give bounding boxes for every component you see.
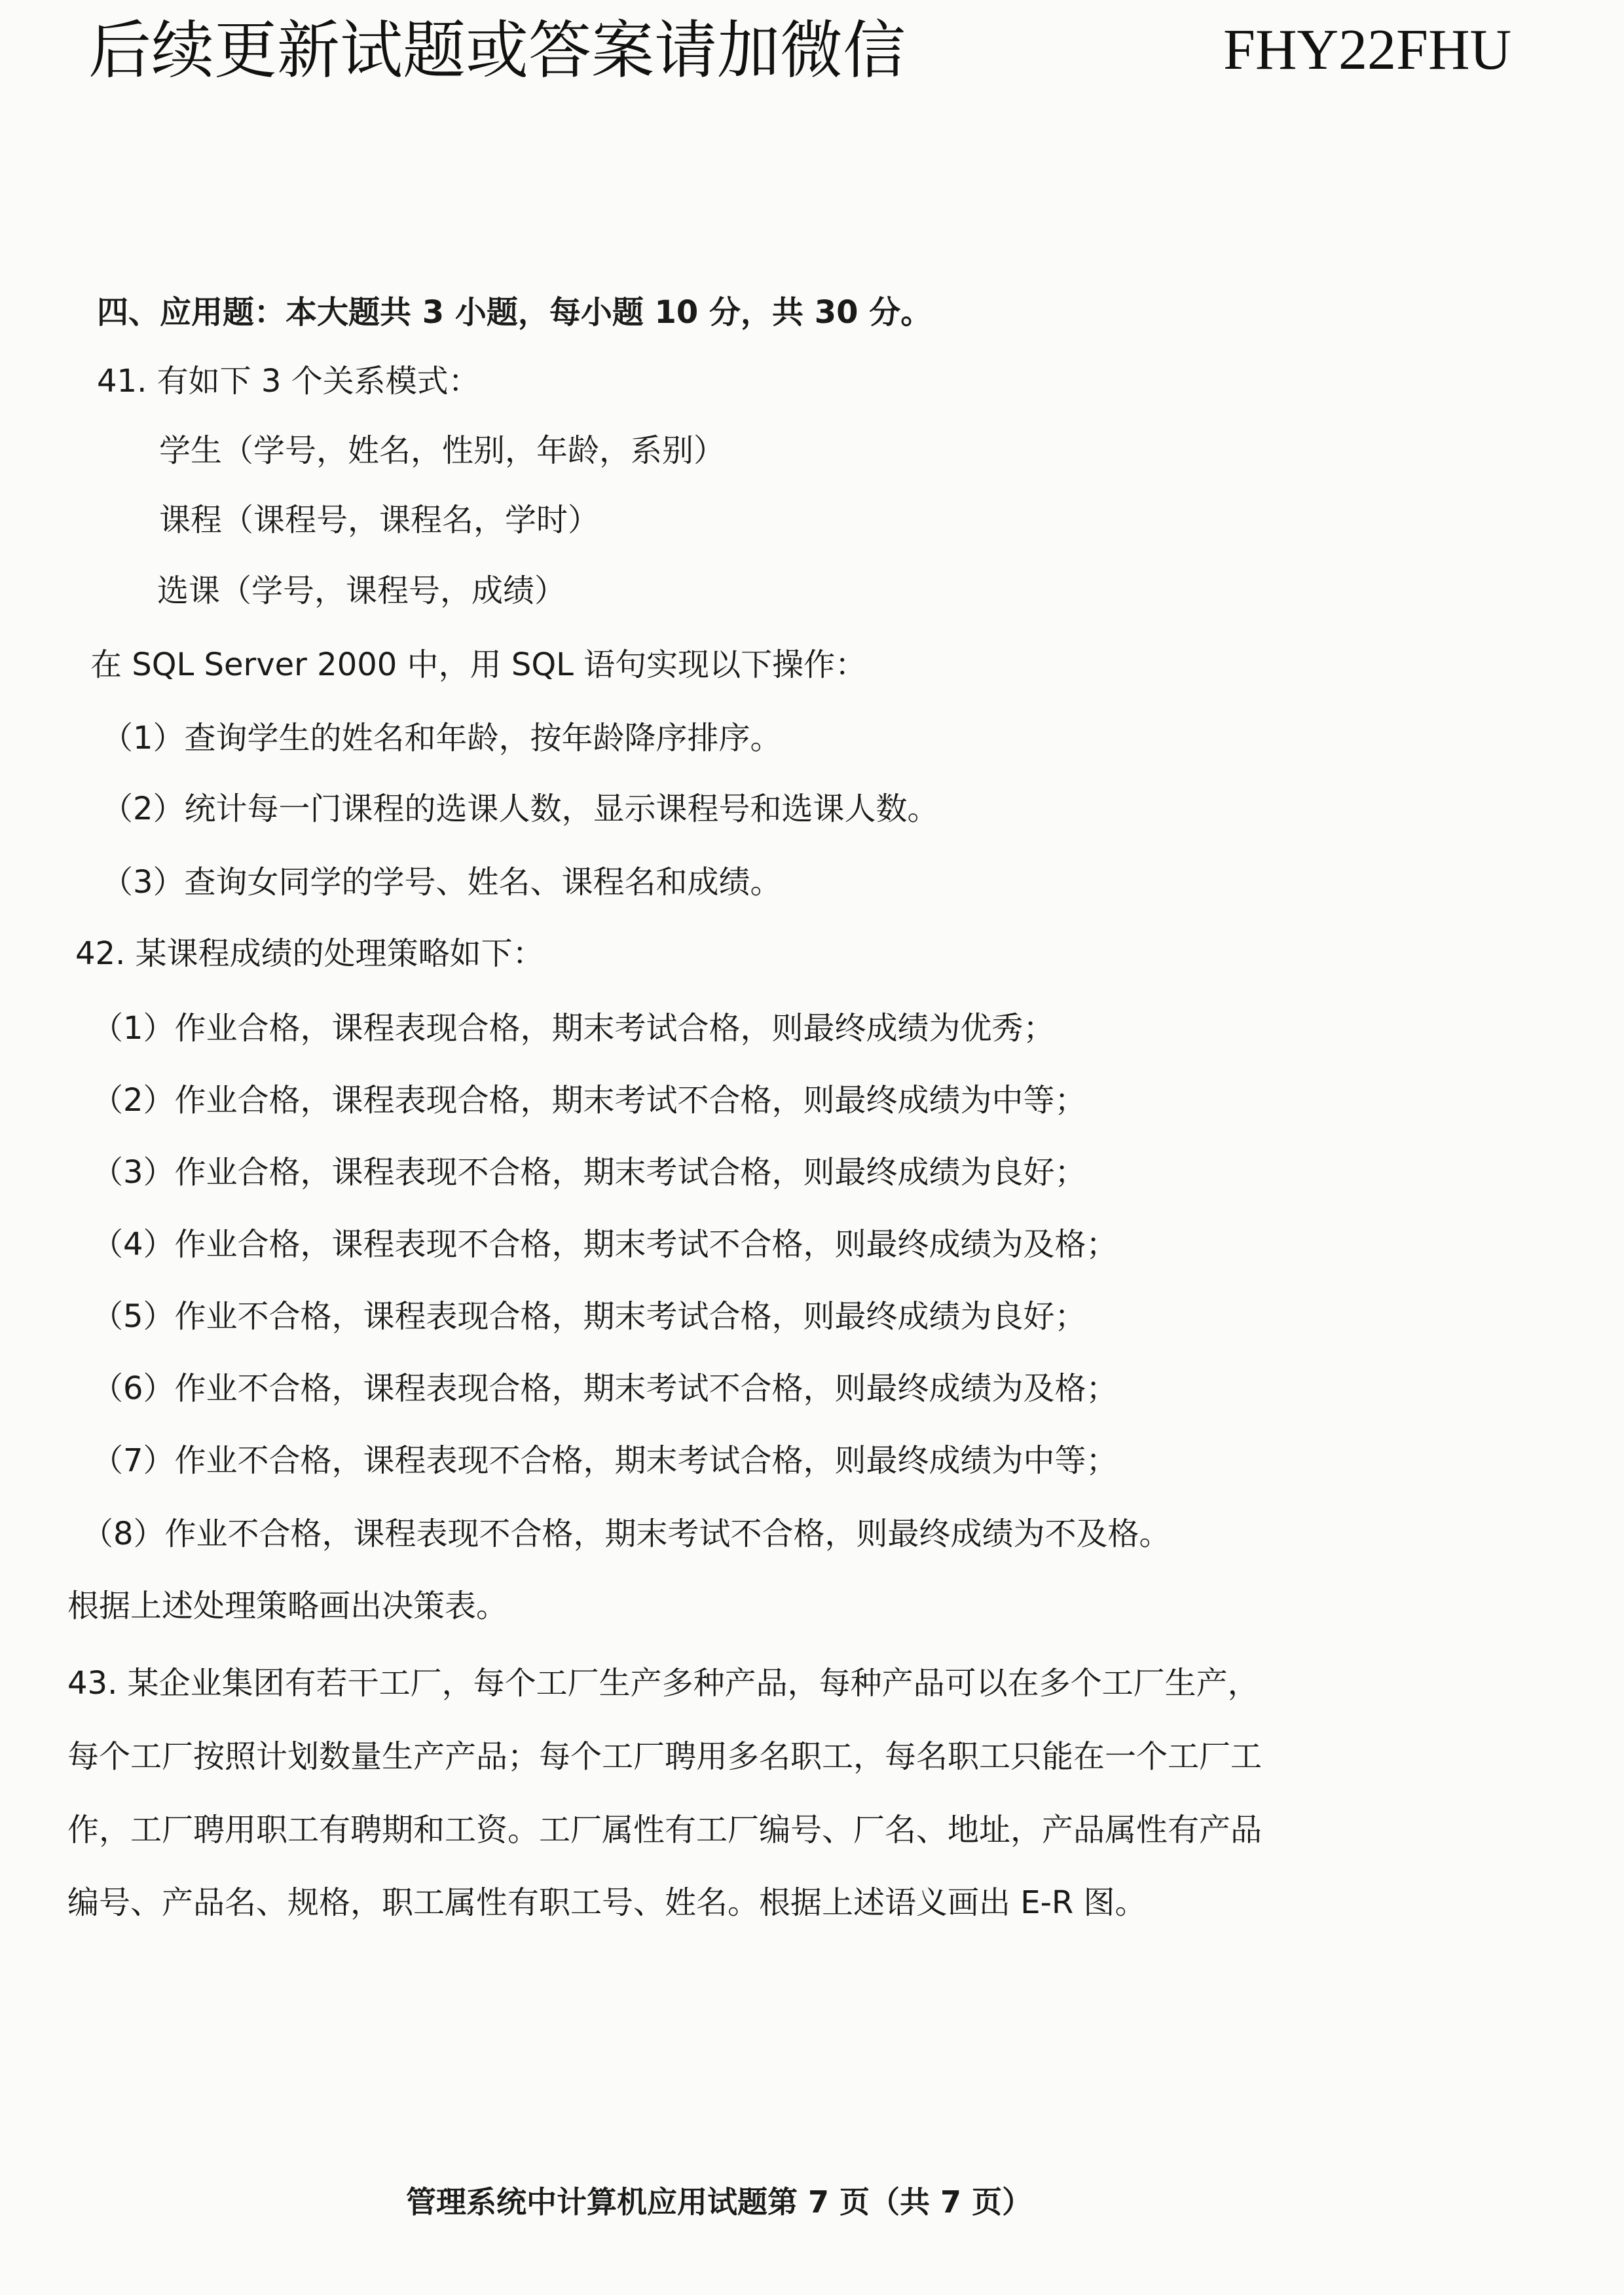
q42-rule-4: （4）作业合格，课程表现不合格，期末考试不合格，则最终成绩为及格； [92, 1226, 1118, 1263]
q42-rule-2: （2）作业合格，课程表现合格，期末考试不合格，则最终成绩为中等； [92, 1082, 1086, 1119]
q41-item-1: （1）查询学生的姓名和年龄，按年龄降序排序。 [101, 720, 782, 756]
q42-rule-7: （7）作业不合格，课程表现不合格，期末考试合格，则最终成绩为中等； [92, 1442, 1118, 1479]
q43-line-1: 43. 某企业集团有若干工厂，每个工厂生产多种产品，每种产品可以在多个工厂生产， [67, 1665, 1259, 1702]
q42-rule-6: （6）作业不合格，课程表现合格，期末考试不合格，则最终成绩为及格； [92, 1370, 1118, 1407]
q43-line-2: 每个工厂按照计划数量生产产品；每个工厂聘用多名职工，每名职工只能在一个工厂工 [67, 1738, 1263, 1775]
banner-text: 后续更新试题或答案请加微信 [88, 14, 906, 87]
q42-rule-3: （3）作业合格，课程表现不合格，期末考试合格，则最终成绩为良好； [92, 1154, 1086, 1191]
q43-line-3: 作，工厂聘用职工有聘期和工资。工厂属性有工厂编号、厂名、地址，产品属性有产品 [67, 1812, 1263, 1848]
q42-rule-5: （5）作业不合格，课程表现合格，期末考试合格，则最终成绩为良好； [92, 1298, 1086, 1335]
q41-intro: 41. 有如下 3 个关系模式： [97, 363, 480, 400]
q43-line-4: 编号、产品名、规格，职工属性有职工号、姓名。根据上述语义画出 E-R 图。 [67, 1884, 1147, 1921]
q41-schema-student: 学生（学号，姓名，性别，年龄，系别） [159, 432, 726, 469]
q42-task: 根据上述处理策略画出决策表。 [67, 1588, 508, 1624]
q41-item-2: （2）统计每一门课程的选课人数，显示课程号和选课人数。 [101, 791, 939, 827]
q41-schema-course: 课程（课程号，课程名，学时） [159, 502, 600, 538]
q41-task: 在 SQL Server 2000 中，用 SQL 语句实现以下操作： [90, 646, 867, 683]
q41-item-3: （3）查询女同学的学号、姓名、课程名和成绩。 [101, 864, 782, 901]
q42-intro: 42. 某课程成绩的处理策略如下： [75, 935, 544, 972]
section-heading: 四、应用题：本大题共 3 小题，每小题 10 分，共 30 分。 [97, 294, 932, 331]
q41-schema-selection: 选课（学号，课程号，成绩） [157, 572, 566, 609]
q42-rule-8: （8）作业不合格，课程表现不合格，期末考试不合格，则最终成绩为不及格。 [82, 1516, 1171, 1552]
banner-wechat-id: FHY22FHU [1223, 18, 1512, 82]
page-footer: 管理系统中计算机应用试题第 7 页（共 7 页） [406, 2184, 1033, 2220]
q42-rule-1: （1）作业合格，课程表现合格，期末考试合格，则最终成绩为优秀； [92, 1010, 1055, 1047]
